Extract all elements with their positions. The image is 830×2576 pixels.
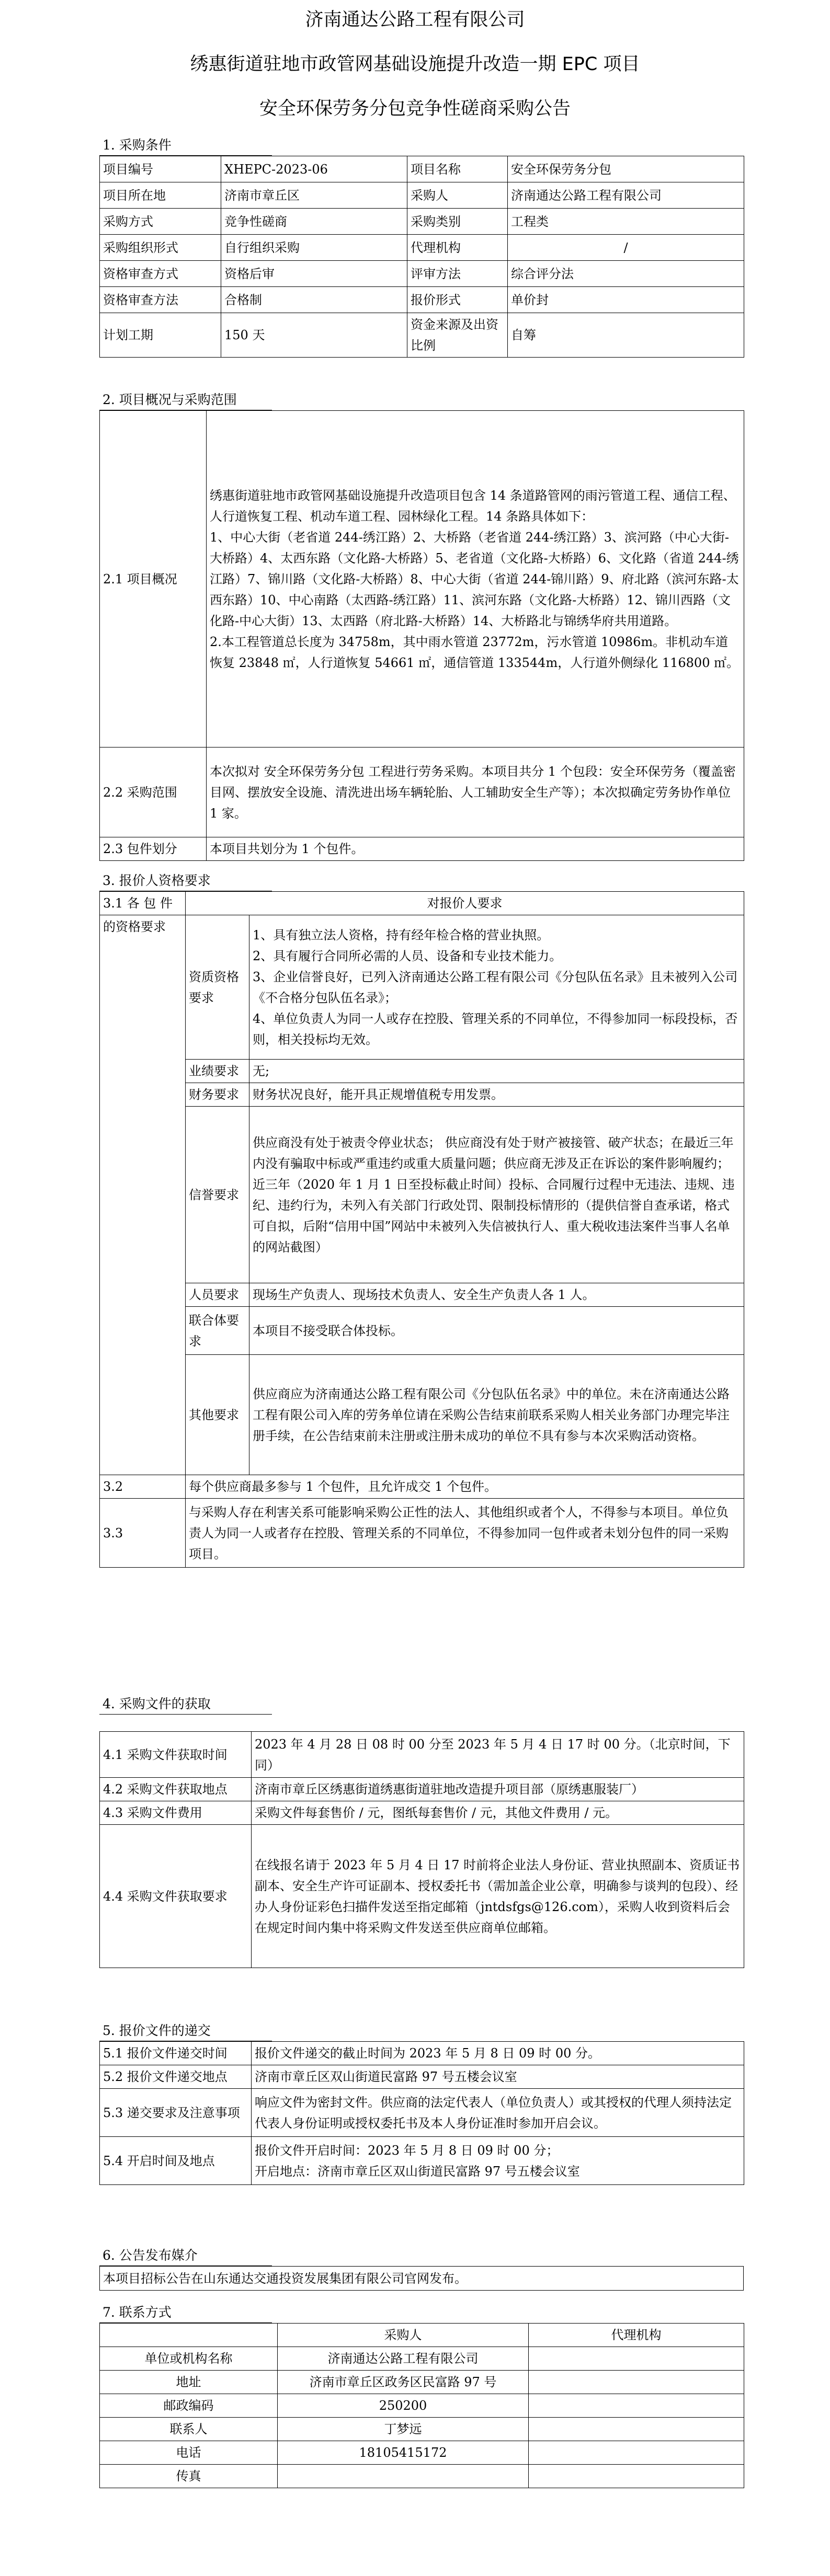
project-overview-table (99, 410, 744, 861)
contact-row (100, 2394, 744, 2418)
documents-row (100, 1801, 744, 1825)
conditions-value: 工程类 (508, 209, 744, 235)
overview-para-1: 绣惠街道驻地市政管网基础设施提升改造项目包含 14 条道路管网的雨污管道工程、通信工程、人行道恢复工程、机动车道工程、园林绿化工程。14 条路具体如下： (210, 488, 736, 524)
quota-row-label: 3.2 (100, 1475, 186, 1499)
qual-header-right: 对报价人要求 (186, 892, 744, 915)
conditions-value: 资格后审 (221, 261, 407, 287)
qualification-label: 信誉要求 (186, 1107, 249, 1283)
qualification-table (99, 891, 744, 1568)
qualification-text: 本项目不接受联合体投标。 (249, 1307, 744, 1355)
contact-value (529, 2441, 744, 2465)
conditions-value: 综合评分法 (508, 261, 744, 287)
conditions-row (100, 156, 744, 182)
qualification-row (100, 915, 744, 1060)
company-title: 济南通达公路工程有限公司 (305, 9, 525, 30)
qualification-label: 其他要求 (186, 1355, 249, 1475)
conditions-label: 采购组织形式 (100, 235, 221, 261)
conditions-label: 报价形式 (407, 287, 508, 313)
contact-value (529, 2371, 744, 2394)
submission-value: 报价文件递交的截止时间为 2023 年 5 月 8 日 09 时 00 分。 (252, 2042, 744, 2065)
conditions-label: 采购方式 (100, 209, 221, 235)
contact-label: 传真 (100, 2465, 278, 2488)
conditions-value: 150 天 (221, 313, 407, 358)
contact-table (99, 2323, 744, 2488)
qualification-text: 无; (249, 1060, 744, 1083)
submission-label: 5.4 开启时间及地点 (100, 2137, 252, 2185)
section-3-heading: 3. 报价人资格要求 (103, 873, 211, 888)
media-table (99, 2266, 744, 2291)
qualification-text: 财务状况良好，能开具正规增值税专用发票。 (249, 1083, 744, 1107)
contact-row (100, 2441, 744, 2465)
section-4-underline (99, 1714, 272, 1715)
qualification-label: 联合体要求 (186, 1307, 249, 1355)
conditions-label: 资金来源及出资比例 (407, 313, 508, 358)
conditions-row (100, 235, 744, 261)
conditions-label: 计划工期 (100, 313, 221, 358)
documents-value: 采购文件每套售价 / 元，图纸每套售价 / 元，其他文件费用 / 元。 (252, 1801, 744, 1825)
conditions-value: 竞争性磋商 (221, 209, 407, 235)
submission-label: 5.3 递交要求及注意事项 (100, 2089, 252, 2137)
contact-value: 18105415172 (278, 2441, 529, 2465)
contact-label: 地址 (100, 2371, 278, 2394)
contact-header-row (100, 2324, 744, 2347)
qualification-row (100, 1107, 744, 1283)
conditions-row (100, 287, 744, 313)
documents-row (100, 1732, 744, 1778)
submission-row (100, 2089, 744, 2137)
submission-row (100, 2065, 744, 2089)
submission-value: 响应文件为密封文件。供应商的法定代表人（单位负责人）或其授权的代理人须持法定代表人身份证明或授权委托书及本人身份证准时参加开启会议。 (252, 2089, 744, 2137)
qual-header-left: 3.1 各 包 件 (100, 892, 186, 915)
submission-row (100, 2042, 744, 2065)
documents-value: 在线报名请于 2023 年 5 月 4 日 17 时前将企业法人身份证、营业执照副本、资质证书副本、安全生产许可证副本、授权委托书（需加盖企业公章，明确参与谈判的包段）、经办人身份证彩色扫描件发送至指定邮箱（jntdsfgs@126.com），采购人收到资料后会在规定时间内集中将采购文件发送至供应商单位邮箱。 (252, 1825, 744, 1968)
announcement-title: 安全环保劳务分包竞争性磋商采购公告 (259, 98, 571, 119)
contact-value (278, 2465, 529, 2488)
scope-label: 2.2 采购范围 (100, 748, 207, 837)
conditions-value: 济南市章丘区 (221, 182, 407, 209)
submission-row (100, 2137, 744, 2185)
submission-label: 5.2 报价文件递交地点 (100, 2065, 252, 2089)
qualification-outer-label: 的资格要求 (100, 915, 186, 1475)
section-1-heading: 1. 采购条件 (103, 137, 172, 153)
overview-label: 2.1 项目概况 (100, 411, 207, 748)
conditions-value: 自行组织采购 (221, 235, 407, 261)
conditions-value: 安全环保劳务分包 (508, 156, 744, 182)
qualification-row (100, 1283, 744, 1307)
conditions-label: 评审方法 (407, 261, 508, 287)
qualification-label: 资质资格要求 (186, 915, 249, 1060)
conditions-value: XHEPC-2023-06 (221, 156, 407, 182)
scope-text: 本次拟对 安全环保劳务分包 工程进行劳务采购。本项目共分 1 个包段：安全环保劳务（覆盖密目网、摆放安全设施、清洗进出场车辆轮胎、人工辅助安全生产等）；本次拟确定劳务协作单位 1 家。 (207, 748, 744, 837)
documents-label: 4.3 采购文件费用 (100, 1801, 252, 1825)
contact-value: 250200 (278, 2394, 529, 2418)
documents-value: 济南市章丘区绣惠街道绣惠街道驻地改造提升项目部（原绣惠服装厂） (252, 1778, 744, 1801)
conditions-value: 单价封 (508, 287, 744, 313)
overview-text (207, 411, 744, 748)
conditions-row (100, 313, 744, 358)
contact-label: 联系人 (100, 2418, 278, 2441)
qualification-text: 现场生产负责人、现场技术负责人、安全生产负责人各 1 人。 (249, 1283, 744, 1307)
overview-para-2: 1、中心大街（老省道 244-绣江路）2、大桥路（老省道 244-绣江路）3、滨河路（中心大街-大桥路）4、太西东路（文化路-大桥路）5、老省道（文化路-大桥路）6、文化路（省道 244-绣江路）7、锦川路（文化路-大桥路）8、中心大街（省道 244-锦川路）9、府北路（滨河东路-太西东路）10、中心南路（太西路-绣江路）11、滨河东路（文化路-大桥路）12、锦川西路（文化路-中心大街）13、太西路（府北路-大桥路）14、大桥路北与锦绣华府共用道路。 (210, 530, 739, 628)
qualification-label: 业绩要求 (186, 1060, 249, 1083)
submission-table (99, 2041, 744, 2185)
conditions-value: 合格制 (221, 287, 407, 313)
submission-value: 济南市章丘区双山街道民富路 97 号五楼会议室 (252, 2065, 744, 2089)
conditions-value: 自筹 (508, 313, 744, 358)
section-5-heading: 5. 报价文件的递交 (103, 2023, 211, 2038)
conflict-row-label: 3.3 (100, 1499, 186, 1568)
section-7-heading: 7. 联系方式 (103, 2305, 172, 2320)
contact-label: 电话 (100, 2441, 278, 2465)
conditions-label: 项目名称 (407, 156, 508, 182)
contact-value (529, 2418, 744, 2441)
section-2-heading: 2. 项目概况与采购范围 (103, 392, 237, 407)
contact-value (529, 2347, 744, 2371)
conditions-label: 项目编号 (100, 156, 221, 182)
package-text: 本项目共划分为 1 个包件。 (207, 837, 744, 861)
section-6-heading: 6. 公告发布媒介 (103, 2248, 198, 2263)
contact-value (529, 2465, 744, 2488)
quota-row-text: 每个供应商最多参与 1 个包件，且允许成交 1 个包件。 (186, 1475, 744, 1499)
documents-label: 4.1 采购文件获取时间 (100, 1732, 252, 1778)
contact-header (100, 2324, 278, 2347)
qualification-row (100, 1355, 744, 1475)
contact-header: 采购人 (278, 2324, 529, 2347)
contact-value: 丁梦远 (278, 2418, 529, 2441)
conflict-row-text: 与采购人存在利害关系可能影响采购公正性的法人、其他组织或者个人，不得参与本项目。单位负责人为同一人或者存在控股、管理关系的不同单位，不得参加同一包件或者未划分包件的同一采购项目。 (186, 1499, 744, 1568)
conditions-row (100, 209, 744, 235)
documents-row (100, 1825, 744, 1968)
submission-label: 5.1 报价文件递交时间 (100, 2042, 252, 2065)
section-4-heading: 4. 采购文件的获取 (103, 1696, 211, 1711)
qualification-row (100, 1060, 744, 1083)
documents-table (99, 1731, 744, 1968)
project-title: 绣惠街道驻地市政管网基础设施提升改造一期 EPC 项目 (190, 54, 640, 75)
qualification-text: 供应商应为济南通达公路工程有限公司《分包队伍名录》中的单位。未在济南通达公路工程有限公司入库的劳务单位请在采购公告结束前联系采购人相关业务部门办理完毕注册手续，在公告结束前未注册或注册未成功的单位不具有参与本次采购活动资格。 (249, 1355, 744, 1475)
documents-label: 4.2 采购文件获取地点 (100, 1778, 252, 1801)
contact-row (100, 2347, 744, 2371)
conditions-value: / (508, 235, 744, 261)
qualification-text: 1、具有独立法人资格，持有经年检合格的营业执照。 2、具有履行合同所必需的人员、设备和专业技术能力。 3、企业信誉良好，已列入济南通达公路工程有限公司《分包队伍名录》且未被列入公司《不合格分包队伍名录》； 4、单位负责人为同一人或存在控股、管理关系的不同单位，不得参加同一标段投标，否则，相关投标均无效。 (249, 915, 744, 1060)
contact-row (100, 2371, 744, 2394)
contact-label: 单位或机构名称 (100, 2347, 278, 2371)
contact-value: 济南通达公路工程有限公司 (278, 2347, 529, 2371)
conditions-label: 资格审查方式 (100, 261, 221, 287)
procurement-conditions-table (99, 156, 744, 358)
contact-label: 邮政编码 (100, 2394, 278, 2418)
submission-value: 报价文件开启时间：2023 年 5 月 8 日 09 时 00 分； 开启地点：济南市章丘区双山街道民富路 97 号五楼会议室 (252, 2137, 744, 2185)
documents-label: 4.4 采购文件获取要求 (100, 1825, 252, 1968)
conditions-value: 济南通达公路工程有限公司 (508, 182, 744, 209)
conditions-label: 代理机构 (407, 235, 508, 261)
qualification-row (100, 1083, 744, 1107)
conflict-row (100, 1499, 744, 1568)
overview-para-3: 2.本工程管道总长度为 34758m，其中雨水管道 23772m，污水管道 10986m。非机动车道恢复 23848 ㎡，人行道恢复 54661 ㎡，通信管道 133544m，人行道外侧绿化 116800 ㎡。 (210, 634, 740, 670)
contact-value (529, 2394, 744, 2418)
conditions-row (100, 261, 744, 287)
documents-value: 2023 年 4 月 28 日 08 时 00 分至 2023 年 5 月 4 日 17 时 00 分。（北京时间，下同） (252, 1732, 744, 1778)
contact-value: 济南市章丘区政务区民富路 97 号 (278, 2371, 529, 2394)
quota-row (100, 1475, 744, 1499)
conditions-row (100, 182, 744, 209)
contact-row (100, 2465, 744, 2488)
media-text: 本项目招标公告在山东通达交通投资发展集团有限公司官网发布。 (100, 2267, 744, 2291)
qualification-label: 人员要求 (186, 1283, 249, 1307)
package-label: 2.3 包件划分 (100, 837, 207, 861)
contact-row (100, 2418, 744, 2441)
conditions-label: 项目所在地 (100, 182, 221, 209)
qualification-text: 供应商没有处于被责令停业状态； 供应商没有处于财产被接管、破产状态；在最近三年内没有骗取中标或严重违约或重大质量问题；供应商无涉及正在诉讼的案件影响履约； 近三年（2020 年 1 月 1 日至投标截止时间）投标、合同履行过程中无违法、违规、违纪、违约行为，未列入有关部门行政处罚、限制投标情形的（提供信誉自查承诺，格式可自拟，后附“信用中国”网站中未被列入失信被执行人、重大税收违法案件当事人名单的网站截图） (249, 1107, 744, 1283)
qualification-label: 财务要求 (186, 1083, 249, 1107)
documents-row (100, 1778, 744, 1801)
conditions-label: 采购人 (407, 182, 508, 209)
qualification-row (100, 1307, 744, 1355)
contact-header: 代理机构 (529, 2324, 744, 2347)
conditions-label: 资格审查方法 (100, 287, 221, 313)
conditions-label: 采购类别 (407, 209, 508, 235)
